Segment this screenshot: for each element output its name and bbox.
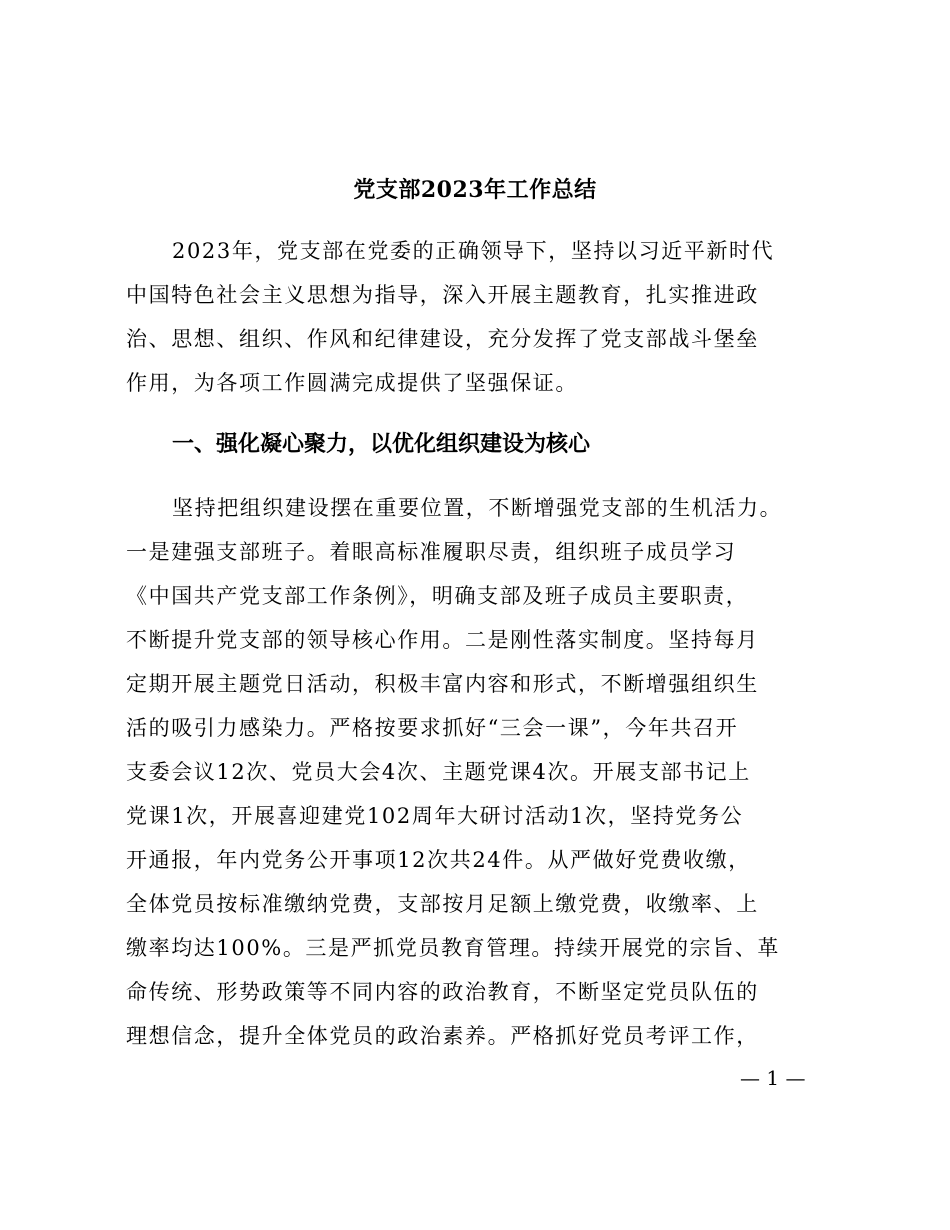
paragraph-line: 一是建强支部班子。着眼高标准履职尽责，组织班子成员学习 [126,540,737,564]
document-title: 党支部2023年工作总结 [353,177,597,203]
paragraph-line: 中国特色社会主义思想为指导，深入开展主题教育，扎实推进政 [126,283,759,307]
paragraph-line: 全体党员按标准缴纳党费，支部按月足额上缴党费，收缴率、上 [126,892,759,916]
paragraph-line: 命传统、形势政策等不同内容的政治教育，不断坚定党员队伍的 [126,980,759,1004]
paragraph-line: 活的吸引力感染力。严格按要求抓好“三会一课”，今年共召开 [126,716,739,740]
paragraph-line: 2023年，党支部在党委的正确领导下，坚持以习近平新时代 [172,239,775,263]
paragraph-line: 作用，为各项工作圆满完成提供了坚强保证。 [126,371,578,395]
paragraph-line: 《中国共产党支部工作条例》，明确支部及班子成员主要职责， [126,584,749,608]
paragraph-line: 缴率均达100%。三是严抓党员教育管理。持续开展党的宗旨、革 [126,936,781,960]
paragraph-line: 治、思想、组织、作风和纪律建设，充分发挥了党支部战斗堡垒 [126,327,759,351]
paragraph-line: 开通报，年内党务公开事项12次共24件。从严做好党费收缴， [126,848,751,872]
paragraph-line: 支委会议12次、党员大会4次、主题党课4次。开展支部书记上 [126,760,751,784]
paragraph-line: 定期开展主题党日活动，积极丰富内容和形式，不断增强组织生 [126,672,759,696]
paragraph-line: 党课1次，开展喜迎建党102周年大研讨活动1次，坚持党务公 [126,804,744,828]
intro-paragraph [126,229,866,405]
page-number: — 1 — [740,1066,806,1090]
paragraph-line: 理想信念，提升全体党员的政治素养。严格抓好党员考评工作， [126,1024,759,1048]
section-heading: 一、强化凝心聚力，以优化组织建设为核心 [172,432,591,457]
section1-paragraph [126,486,866,1058]
paragraph-line: 坚持把组织建设摆在重要位置，不断增强党支部的生机活力。 [172,496,783,520]
paragraph-line: 不断提升党支部的领导核心作用。二是刚性落实制度。坚持每月 [126,628,759,652]
